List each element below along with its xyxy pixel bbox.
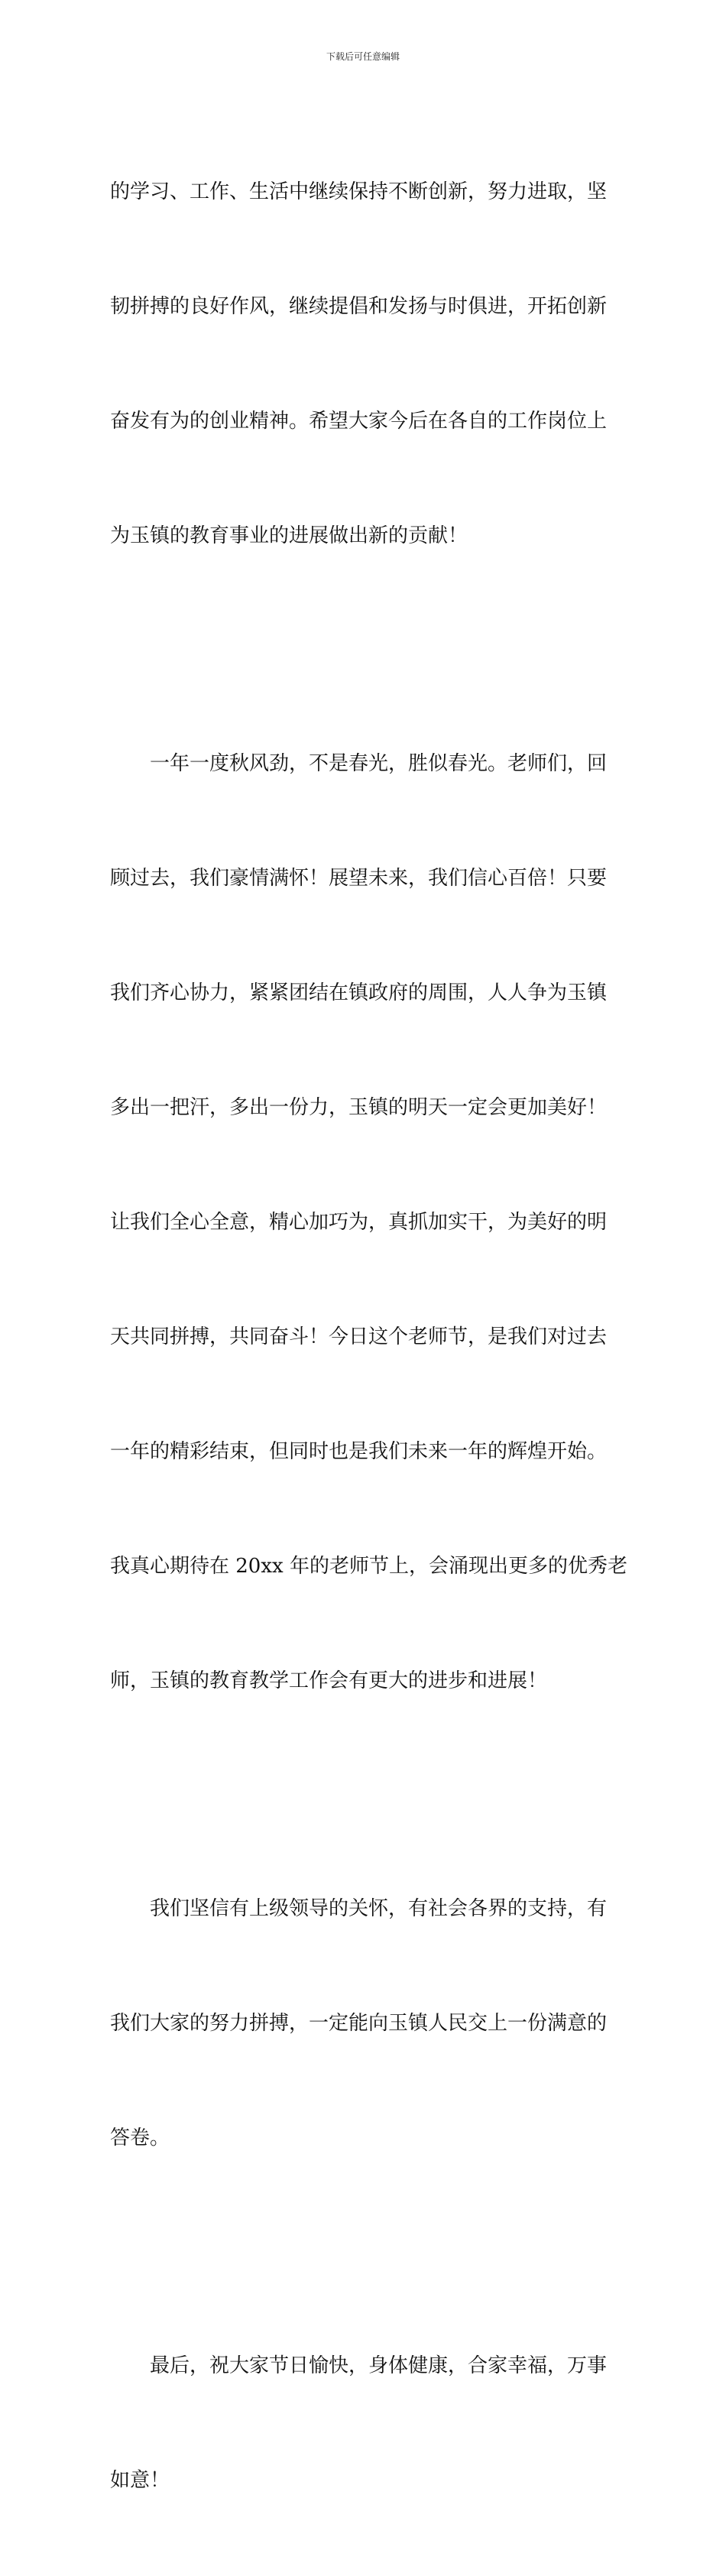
text-line: 一年的精彩结束，但同时也是我们未来一年的辉煌开始。 (110, 1440, 608, 1463)
text-line: 一年一度秋风劲，不是春光，胜似春光。老师们，回 (150, 752, 608, 775)
text-line: 我真心期待在 20xx 年的老师节上，会涌现出更多的优秀老 (110, 1555, 627, 1578)
paragraph-gap (110, 2234, 616, 2270)
text-line: 让我们全心全意，精心加巧为，真抓加实干，为美好的明 (110, 1211, 608, 1234)
text-line: 奋发有为的创业精神。希望大家今后在各自的工作岗位上 (110, 410, 608, 433)
paragraph-3 (110, 1813, 616, 2234)
text-line: 最后，祝大家节日愉快，身体健康，合家幸福，万事 (150, 2354, 608, 2377)
paragraph-gap (110, 1776, 616, 1813)
text-line: 顾过去，我们豪情满怀！展望未来，我们信心百倍！只要 (110, 867, 608, 890)
paragraph-gap (110, 631, 616, 668)
text-line: 为玉镇的教育事业的进展做出新的贡献！ (110, 524, 468, 547)
document-body (110, 96, 627, 2576)
text-line: 韧拼搏的良好作风，继续提倡和发扬与时俱进，开拓创新 (110, 295, 608, 318)
paragraph-4 (110, 2270, 616, 2576)
text-line: 的学习、工作、生活中继续保持不断创新，努力进取，坚 (110, 180, 608, 203)
text-line: 答卷。 (110, 2127, 170, 2149)
paragraph-2 (110, 668, 627, 1776)
text-line: 天共同拼搏，共同奋斗！今日这个老师节，是我们对过去 (110, 1325, 608, 1348)
paragraph-1 (110, 96, 616, 631)
text-line: 我们齐心协力，紧紧团结在镇政府的周围，人人争为玉镇 (110, 981, 608, 1004)
text-line: 师，玉镇的教育教学工作会有更大的进步和进展！ (110, 1669, 548, 1692)
text-line: 我们大家的努力拼搏，一定能向玉镇人民交上一份满意的 (110, 2012, 608, 2035)
header-note: 下载后可任意编辑 (326, 51, 400, 62)
text-line: 我们坚信有上级领导的关怀，有社会各界的支持，有 (150, 1897, 608, 1920)
text-line: 多出一把汗，多出一份力，玉镇的明天一定会更加美好！ (110, 1096, 608, 1119)
text-line: 如意！ (110, 2469, 170, 2492)
